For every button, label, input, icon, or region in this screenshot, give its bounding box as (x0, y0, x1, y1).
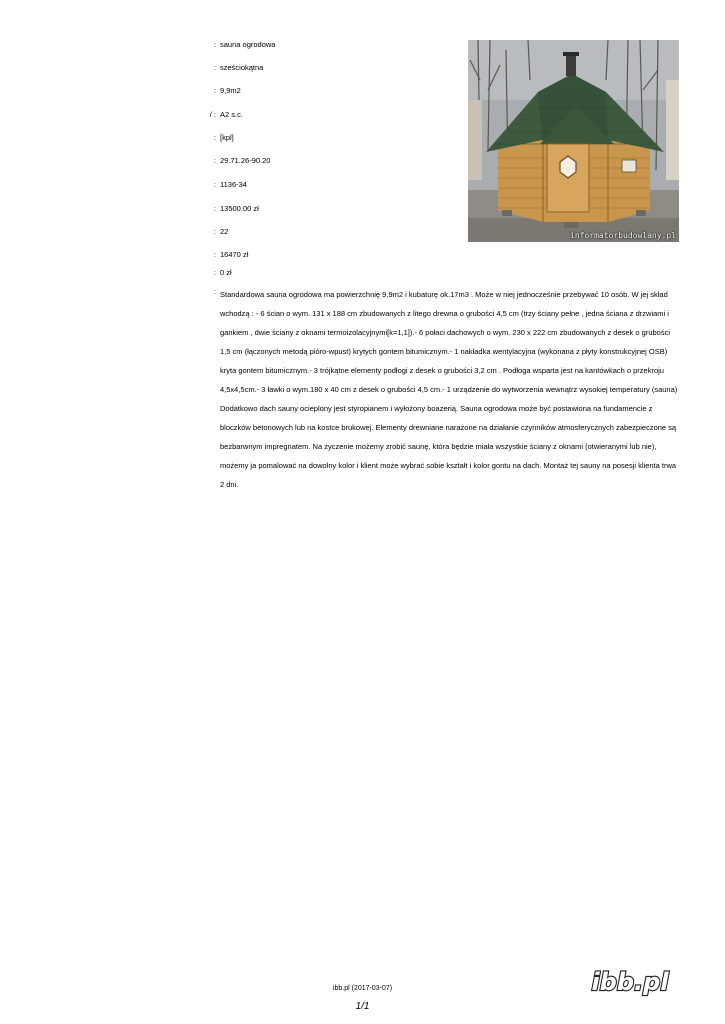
ibb-logo (586, 966, 674, 1000)
field-separator: : (213, 268, 216, 277)
field-separator: / : (209, 110, 216, 119)
field-value: 1136-34 (220, 180, 247, 189)
field-value: sauna ogrodowa (220, 40, 276, 49)
footer-source: ibb.pl (2017-03-07) (332, 985, 393, 992)
field-value: 0 zł (220, 268, 232, 277)
field-row (0, 63, 460, 77)
field-separator: : (213, 156, 216, 165)
field-row (0, 40, 460, 54)
field-row (0, 86, 460, 100)
field-separator: : (213, 86, 216, 95)
field-value: A2 s.c. (220, 110, 243, 119)
field-separator: : (213, 40, 216, 49)
field-row (0, 250, 460, 264)
photo-watermark: informatorbudowlany.pl (570, 231, 676, 240)
product-photo (468, 40, 679, 242)
field-row (0, 227, 460, 241)
field-row (0, 110, 460, 124)
field-value: 16470 zł (220, 250, 249, 259)
field-separator: : (213, 227, 216, 236)
field-separator: : (213, 250, 216, 259)
description-separator: : (213, 287, 216, 296)
ibb-logo-text: ibb.pl (591, 968, 669, 996)
field-value: 22 (220, 227, 229, 236)
field-separator: : (213, 204, 216, 213)
product-description: Standardowa sauna ogrodowa ma powierzchnię 9,9m2 i kubaturę ok.17m3 . Może w niej jednocześnie przebywać 10 osób. W jej skład wchodzą : - 6 ścian o wym. 131 x 188 cm zbudowanych z litego drewna o grubości 4,5 cm (trzy ściany pełne , jedna ściana z drzwiami i gankiem , dwie ściany z oknami termoizolacyjnymi[k=1,1]).- 6 połaci dachowych o wym. 230 x 222 cm zbudowanych z desek o grubości 1,5 cm (łączonych metodą pióro-wpust) krytych gontem bitumicznym.- 1 nakładka wentylacyjna (wykonana z płyty konstrukcyjnej OSB) kryta gontem bitumicznym.- 3 trójkątne elementy podłogi z desek o grubości 3,2 cm . Podłoga wsparta jest na kantówkach o przekroju 4,5x4,5cm.- 3 ławki o wym.180 x 40 cm z desek o grubości 4,5 cm.- 1 urządzenie do wytworzenia wewnątrz wysokiej temperatury (sauna) Dodatkowo dach sauny ocieplony jest styropianem i wyłożony boazerią. Sauna ogrodowa może być postawiona na fundamencie z bloczków betonowych lub na kostce brukowej. Elementy drewniane narażone na działanie czynników atmosferycznych zabezpieczone są bezbarwnym impregnatem. Na życzenie możemy zrobić saunę, która będzie miała wszystkie ściany z oknami (otwieranymi lub nie), możemy ja pomalować na dowolny kolor i klient może wybrać sobie kształt i kolor gontu na dach. Montaż tej sauny na posesji klienta trwa 2 dni. (220, 290, 678, 489)
field-row (0, 180, 460, 194)
field-row (0, 133, 460, 147)
field-row (0, 204, 460, 218)
field-value: 9,9m2 (220, 86, 241, 95)
field-separator: : (213, 180, 216, 189)
field-separator: : (213, 63, 216, 72)
field-value: [kpl] (220, 133, 234, 142)
page-number: 1/1 (355, 1001, 370, 1012)
field-value: 13500.00 zł (220, 204, 259, 213)
field-value: sześciokątna (220, 63, 264, 72)
field-separator: : (213, 133, 216, 142)
field-row (0, 268, 460, 282)
field-value: 29.71.26-90.20 (220, 156, 271, 165)
field-row (0, 156, 460, 170)
